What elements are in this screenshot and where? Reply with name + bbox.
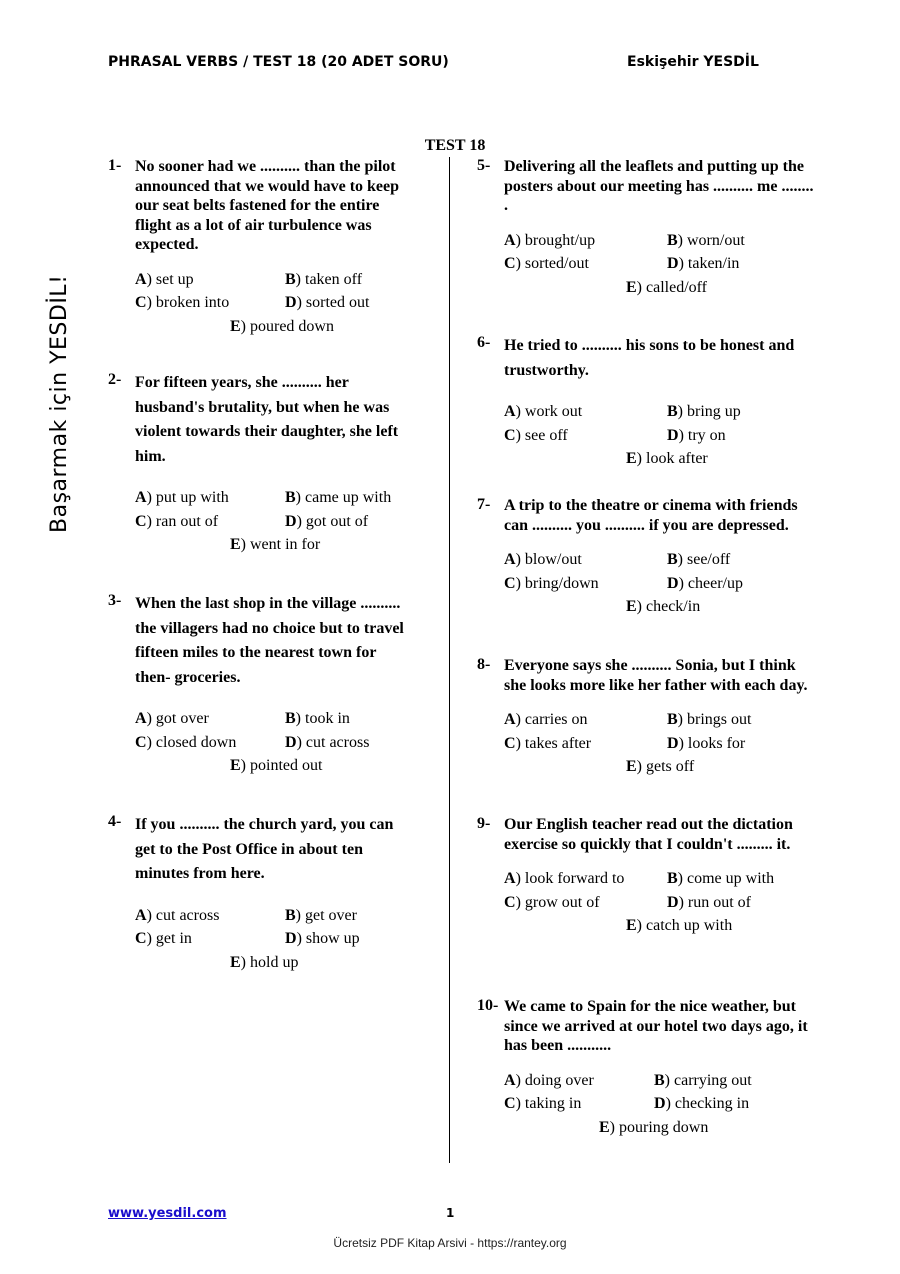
option-c[interactable]: C) closed down [135,733,237,751]
option-d[interactable]: D) taken/in [667,255,740,272]
option-a[interactable]: A) carries on [504,711,588,728]
option-d[interactable]: D) sorted out [285,294,370,311]
option-text: ) bring up [677,403,741,420]
option-a[interactable]: A) look forward to [504,870,625,887]
stem-line: minutes from here. [135,865,265,882]
question-number: 5- [477,157,491,174]
question-number: 1- [108,157,122,174]
option-text: ) taken/in [678,255,740,272]
option-text: ) took in [295,710,350,727]
option-b[interactable]: B) brings out [667,711,752,728]
stem-line: can .......... you .......... if you are depressed. [504,516,789,534]
footer-website-link[interactable]: www.yesdil.com [108,1206,227,1221]
page-number: 1 [446,1206,455,1220]
option-e[interactable]: E) went in for [230,536,321,553]
option-a[interactable]: A) blow/out [504,551,582,568]
option-text: ) worn/out [677,231,745,249]
question-stem [135,371,398,469]
question-number: 6- [477,334,491,351]
footer-note: Ücretsiz PDF Kitap Arsivi - https://rantey.org [333,1236,567,1250]
option-c[interactable]: C) takes after [504,734,592,752]
question-stem [504,334,794,383]
stem-line: When the last shop in the village .......... [135,595,401,612]
option-text: ) see/off [677,551,731,568]
option-b[interactable]: B) see/off [667,551,731,568]
question-stem [504,656,808,695]
question-stem [504,496,798,535]
option-e[interactable]: E) pouring down [599,1118,709,1136]
option-e[interactable]: E) called/off [626,278,708,296]
option-text: ) set up [146,270,194,288]
option-text: ) broken into [146,294,230,311]
option-c[interactable]: C) ran out of [135,512,219,530]
option-b[interactable]: B) come up with [667,870,775,887]
option-text: ) get over [295,906,357,924]
option-text: ) went in for [240,536,321,553]
stem-line: . [504,197,508,214]
option-e[interactable]: E) gets off [626,758,695,775]
option-c[interactable]: C) get in [135,930,192,947]
question-number: 7- [477,496,491,513]
option-e[interactable]: E) look after [626,450,708,467]
option-text: ) put up with [146,489,229,506]
option-b[interactable]: B) bring up [667,403,741,420]
stem-line: Our English teacher read out the dictation [504,816,793,833]
option-a[interactable]: A) cut across [135,906,220,924]
option-text: ) taken off [295,270,363,288]
question-stem [504,997,808,1056]
option-text: ) see off [515,426,568,444]
option-e[interactable]: E) poured down [230,317,334,335]
option-e[interactable]: E) check/in [626,598,701,615]
option-d[interactable]: D) got out of [285,512,369,530]
option-text: ) grow out of [515,893,600,911]
option-a[interactable]: A) doing over [504,1071,594,1089]
option-text: ) called/off [636,278,708,296]
option-text: ) poured down [240,317,334,335]
option-text: ) pouring down [609,1118,709,1136]
option-text: ) got over [146,710,209,727]
option-text: ) closed down [146,733,237,751]
option-d[interactable]: D) show up [285,930,360,947]
question-number: 3- [108,592,122,609]
option-b[interactable]: B) get over [285,906,357,924]
option-d[interactable]: D) cut across [285,733,370,751]
option-text: ) carries on [515,711,588,728]
option-b[interactable]: B) worn/out [667,231,745,249]
stem-line: then- groceries. [135,668,241,686]
stem-line: get to the Post Office in about ten [135,840,363,858]
stem-line: He tried to .......... his sons to be honest and [504,337,795,354]
option-d[interactable]: D) cheer/up [667,574,743,592]
option-c[interactable]: C) taking in [504,1095,582,1112]
stem-line: A trip to the theatre or cinema with friends [504,497,798,514]
option-e[interactable]: E) catch up with [626,917,733,934]
question-number: 4- [108,813,122,830]
stem-line: him. [135,447,166,465]
option-d[interactable]: D) checking in [654,1095,750,1112]
stem-line: posters about our meeting has .......... me ........ [504,177,814,195]
stem-line: husband's brutality, but when he was [135,398,390,416]
option-e[interactable]: E) hold up [230,953,299,971]
option-a[interactable]: A) got over [135,710,209,727]
option-b[interactable]: B) carrying out [654,1071,752,1089]
option-c[interactable]: C) grow out of [504,893,600,911]
question-stem [135,592,404,690]
question-stem [135,813,393,887]
option-a[interactable]: A) put up with [135,489,229,506]
column-divider [449,157,450,1163]
stem-line: If you .......... the church yard, you can [135,816,394,833]
option-text: ) work out [515,403,583,420]
stem-line: fifteen miles to the nearest town for [135,644,377,661]
option-text: ) check/in [636,598,701,615]
stem-line: since we arrived at our hotel two days ago, it [504,1017,808,1035]
stem-line: she looks more like her father with each day. [504,676,808,694]
option-text: ) bring/down [515,574,599,592]
header-institution: Eskişehir YESDİL [627,54,759,70]
option-text: ) taking in [515,1095,582,1112]
side-slogan: Başarmak için YESDİL! [47,274,72,533]
option-text: ) run out of [678,893,751,911]
option-text: ) get in [146,930,192,947]
option-text: ) gets off [636,758,695,775]
option-text: ) doing over [515,1071,594,1089]
option-a[interactable]: A) work out [504,403,583,420]
header-title: PHRASAL VERBS / TEST 18 (20 ADET SORU) [108,54,449,70]
option-text: ) brought/up [515,231,596,249]
option-text: ) look after [636,450,708,467]
option-text: ) came up with [295,489,392,506]
stem-line: No sooner had we .......... than the pilot [135,158,396,175]
option-text: ) try on [678,426,726,444]
option-text: ) sorted out [296,294,370,311]
option-b[interactable]: B) taken off [285,270,363,288]
stem-line: our seat belts fastened for the entire [135,197,380,214]
stem-line: has been ........... [504,1037,612,1054]
option-text: ) cheer/up [678,574,743,592]
stem-line: expected. [135,236,199,253]
option-e[interactable]: E) pointed out [230,757,323,774]
option-text: ) takes after [515,734,592,752]
question-number: 8- [477,656,491,673]
option-text: ) catch up with [636,917,733,934]
option-text: ) come up with [677,870,775,887]
question-stem [135,157,399,255]
option-c[interactable]: C) broken into [135,294,230,311]
stem-line: Everyone says she .......... Sonia, but I think [504,657,796,674]
stem-line: For fifteen years, she .......... her [135,374,349,391]
stem-line: violent towards their daughter, she left [135,423,399,440]
option-a[interactable]: A) brought/up [504,231,596,249]
option-d[interactable]: D) looks for [667,734,746,752]
question-number: 9- [477,815,491,832]
option-text: ) blow/out [515,551,582,568]
option-a[interactable]: A) set up [135,270,194,288]
option-text: ) sorted/out [515,255,589,272]
option-c[interactable]: C) see off [504,426,568,444]
option-text: ) hold up [240,953,299,971]
question-stem [504,157,813,216]
question-number: 10- [477,997,499,1014]
option-text: ) carrying out [664,1071,752,1089]
option-text: ) show up [296,930,360,947]
question-number: 2- [108,371,122,388]
stem-line: Delivering all the leaflets and putting up the [504,158,805,175]
option-text: ) brings out [677,711,752,728]
option-text: ) got out of [296,512,369,530]
option-text: ) ran out of [146,512,219,530]
stem-line: the villagers had no choice but to travel [135,619,404,637]
question-stem [504,815,793,854]
stem-line: exercise so quickly that I couldn't ......... it. [504,835,791,853]
option-c[interactable]: C) sorted/out [504,255,589,272]
option-text: ) cut across [296,733,370,751]
option-text: ) look forward to [515,870,625,887]
stem-line: We came to Spain for the nice weather, but [504,998,796,1015]
option-d[interactable]: D) run out of [667,893,751,911]
option-b[interactable]: B) came up with [285,489,392,506]
option-text: ) looks for [678,734,746,752]
option-text: ) checking in [665,1095,750,1112]
stem-line: trustworthy. [504,361,589,379]
option-d[interactable]: D) try on [667,426,726,444]
option-text: ) pointed out [240,757,323,774]
test-title: TEST 18 [424,137,486,154]
option-c[interactable]: C) bring/down [504,574,599,592]
option-b[interactable]: B) took in [285,710,350,727]
stem-line: flight as a lot of air turbulence was [135,216,372,234]
stem-line: announced that we would have to keep [135,177,400,195]
option-text: ) cut across [146,906,220,924]
